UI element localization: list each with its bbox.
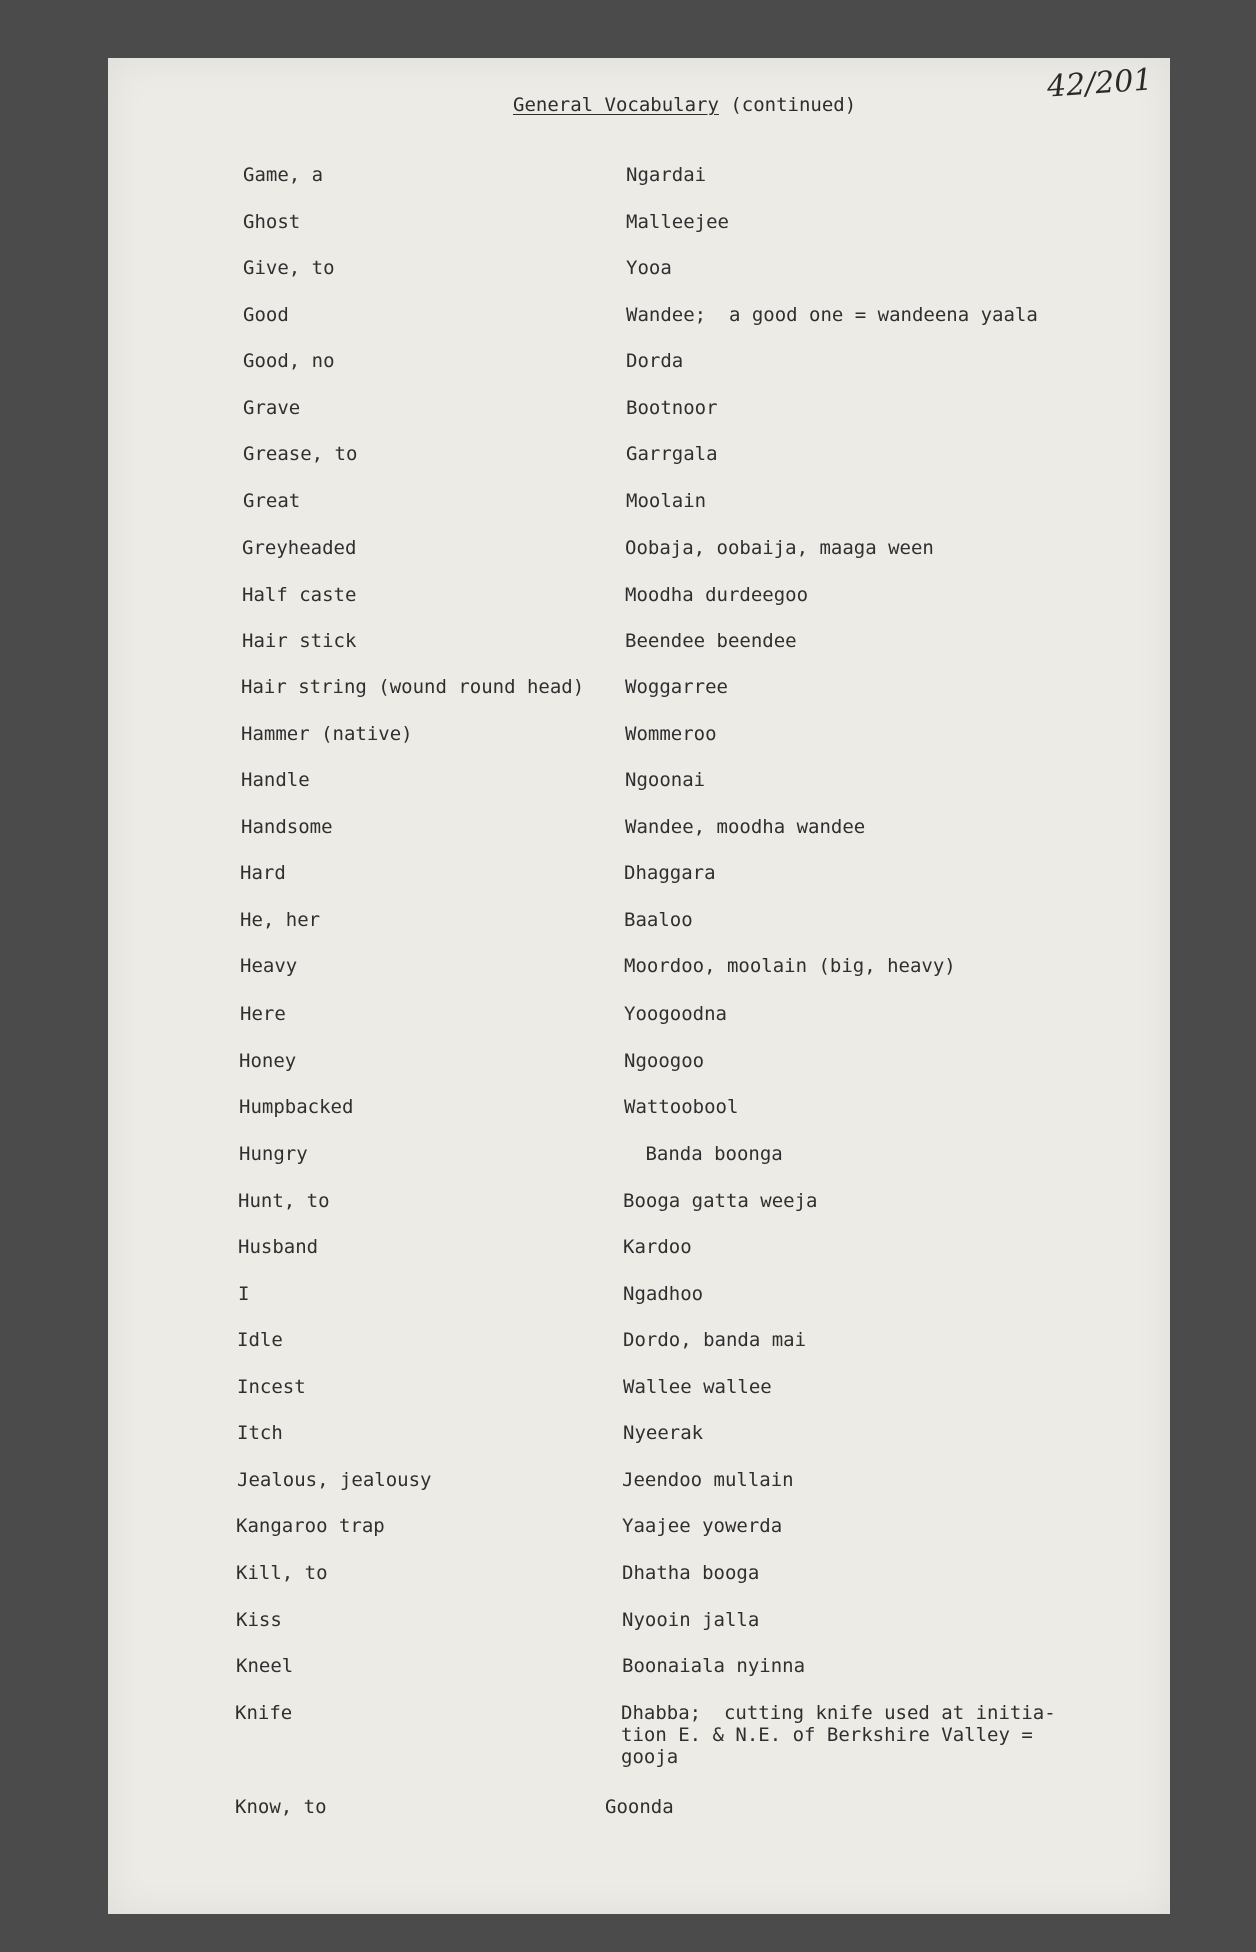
entry-term: Hungry [239,1143,308,1165]
entry-term: Grave [243,397,301,419]
vocabulary-entry [0,393,1256,423]
entry-term: Jealous, jealousy [237,1469,432,1491]
vocabulary-entry [0,999,1256,1029]
vocabulary-entry [0,1418,1256,1448]
entry-term: Here [240,1003,286,1025]
entry-gloss: Bootnoor [626,397,718,419]
vocabulary-entry [0,812,1256,842]
vocabulary-entry [0,1232,1256,1262]
entry-term: Give, to [243,257,335,279]
vocabulary-entry [0,765,1256,795]
vocabulary-entry [0,905,1256,935]
entry-gloss: Booga gatta weeja [623,1190,818,1212]
document-page [108,58,1170,1914]
vocabulary-entry [0,1279,1256,1309]
entry-term: Hair string (wound round head) [241,676,585,698]
entry-term: He, her [240,909,321,931]
entry-gloss: Garrgala [626,443,718,465]
vocabulary-entry [0,672,1256,702]
vocabulary-entry [0,719,1256,749]
page-heading [513,94,856,116]
entry-gloss: Moordoo, moolain (big, heavy) [624,955,956,977]
vocabulary-entry [0,1792,1256,1822]
vocabulary-entry [0,1046,1256,1076]
entry-gloss: Ngoogoo [624,1050,705,1072]
entry-gloss: Woggarree [625,676,728,698]
vocabulary-entry [0,533,1256,563]
vocabulary-entry [0,858,1256,888]
entry-gloss: Baaloo [624,909,693,931]
entry-gloss: Wandee; a good one = wandeena yaala [626,304,1038,326]
entry-gloss: Wattoobool [624,1096,739,1118]
vocabulary-entry [0,439,1256,469]
vocabulary-entry [0,1511,1256,1541]
entry-term: Heavy [240,955,298,977]
vocabulary-entry [0,253,1256,283]
vocabulary-entry [0,626,1256,656]
entry-gloss: Nyooin jalla [622,1609,760,1631]
entry-term: I [238,1283,250,1305]
entry-term: Good [243,304,289,326]
vocabulary-entry [0,1139,1256,1169]
entry-term: Kneel [236,1655,294,1677]
entry-term: Good, no [243,350,335,372]
vocabulary-entry [0,951,1256,981]
vocabulary-entry [0,1698,1256,1768]
entry-gloss: Dhaggara [624,862,716,884]
entry-gloss: Dorda [626,350,684,372]
entry-term: Hair stick [242,630,357,652]
vocabulary-entry [0,1325,1256,1355]
entry-gloss: Boonaiala nyinna [622,1655,806,1677]
entry-term: Honey [239,1050,297,1072]
vocabulary-entry [0,1465,1256,1495]
entry-gloss: Moodha durdeegoo [625,584,809,606]
entry-term: Great [243,490,301,512]
entry-gloss: Beendee beendee [625,630,797,652]
entry-term: Hunt, to [238,1190,330,1212]
heading-suffix: (continued) [718,94,857,116]
entry-term: Game, a [243,164,324,186]
entry-gloss: Yoogoodna [624,1003,727,1025]
entry-gloss: Kardoo [623,1236,692,1258]
heading-title: General Vocabulary [513,94,719,116]
vocabulary-entry [0,1651,1256,1681]
entry-gloss: Banda boonga [634,1143,783,1165]
entry-term: Kill, to [236,1562,328,1584]
entry-term: Half caste [242,584,357,606]
entry-gloss: Wandee, moodha wandee [625,816,866,838]
entry-term: Ghost [243,211,301,233]
entry-gloss: Wallee wallee [623,1376,772,1398]
vocabulary-entry [0,207,1256,237]
entry-gloss: Dhatha booga [622,1562,760,1584]
entry-term: Handle [241,769,310,791]
entry-term: Incest [237,1376,306,1398]
vocabulary-entry [0,486,1256,516]
entry-term: Humpbacked [239,1096,354,1118]
entry-gloss: Ngardai [626,164,707,186]
entry-term: Knife [235,1702,293,1724]
entry-term: Hammer (native) [241,723,413,745]
entry-term: Kangaroo trap [236,1515,385,1537]
vocabulary-entry [0,346,1256,376]
vocabulary-entry [0,1092,1256,1122]
entry-gloss: Moolain [626,490,707,512]
entry-gloss: Dhabba; cutting knife used at initia- tion E. & N.E. of Berkshire Valley = gooja [621,1702,1056,1768]
entry-term: Hard [240,862,286,884]
entry-gloss: Oobaja, oobaija, maaga ween [625,537,934,559]
entry-term: Itch [237,1422,283,1444]
entry-term: Know, to [235,1796,327,1818]
vocabulary-entry [0,1558,1256,1588]
entry-gloss: Malleejee [626,211,729,233]
entry-term: Husband [238,1236,319,1258]
vocabulary-entry [0,1605,1256,1635]
entry-gloss: Jeendoo mullain [622,1469,794,1491]
vocabulary-entry [0,1186,1256,1216]
entry-term: Grease, to [243,443,358,465]
entry-term: Handsome [241,816,333,838]
entry-gloss: Nyeerak [623,1422,704,1444]
page-number: 42/201 [1045,62,1154,105]
vocabulary-entry [0,1372,1256,1402]
entry-term: Idle [237,1329,283,1351]
entry-gloss: Yooa [626,257,672,279]
entry-term: Greyheaded [242,537,357,559]
entry-gloss: Yaajee yowerda [622,1515,783,1537]
entry-term: Kiss [236,1609,282,1631]
vocabulary-entry [0,160,1256,190]
vocabulary-entry [0,300,1256,330]
entry-gloss: Ngadhoo [623,1283,704,1305]
entry-gloss: Dordo, banda mai [623,1329,807,1351]
entry-gloss: Wommeroo [625,723,717,745]
entry-gloss: Ngoonai [625,769,706,791]
vocabulary-entry [0,580,1256,610]
entry-gloss: Goonda [605,1796,674,1818]
